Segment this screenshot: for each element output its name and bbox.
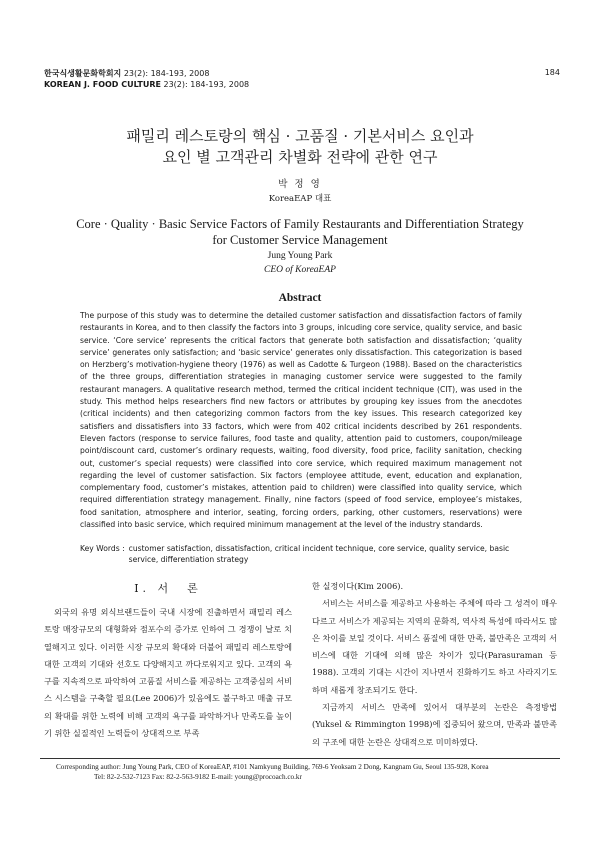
title-korean-line-2: 요인 별 고객관리 차별화 전략에 관한 연구 [162,148,438,166]
keywords-label: Key Words : [80,544,125,553]
footnote-line-1: Corresponding author: Jung Young Park, CEO of KoreaEAP, #101 Namkyung Building, 769-6 Yeoksam 2 Dong, Kangnam Gu, Seoul 135-928, Korea [56,763,489,771]
body-paragraph: 서비스는 서비스를 제공하고 사용하는 주체에 따라 그 성격이 매우 다르고 서비스가 제공되는 지역의 문화적, 역사적 특성에 따라서도 많은 차이를 보일 것이다. 서비스 품질에 대한 만족, 불만족은 고객의 서비스에 대한 기대에 의해 많은 차이가 있다(Parasuraman 등 1988). 고객의 기대는 시간이 지나면서 진화하기도 하고 사라지기도 하며 새롭게 창조되기도 한다. [312,598,557,695]
title-korean-line-1: 패밀리 레스토랑의 핵심 · 고품질 · 기본서비스 요인과 [126,127,474,145]
journal-header [44,68,249,90]
keywords [80,543,522,565]
footnote [56,762,536,783]
journal-ko-issue: 23(2): 184-193, 2008 [123,69,210,78]
body-column-left [44,580,292,742]
affiliation-english: CEO of KoreaEAP [264,265,336,275]
section-heading-introduction: Ⅰ. 서 론 [134,582,202,595]
author-korean: 박 정 영 [278,179,322,190]
body-paragraph: 한 실정이다(Kim 2006). [312,581,404,591]
title-korean [40,126,560,168]
title-english-line-1: Core · Quality · Basic Service Factors of Family Restaurants and Differentiation Strategy [76,217,524,231]
page-number: 184 [544,68,560,77]
title-english-line-2: for Customer Service Management [212,233,388,247]
body-column-right [312,578,557,751]
journal-en-issue: 23(2): 184-193, 2008 [163,80,250,89]
keywords-text: customer satisfaction, dissatisfaction, critical incident technique, core service, quality service, basic service, differentiation strategy [128,544,510,564]
affiliation-korean: KoreaEAP 대표 [268,194,332,204]
journal-en-line [44,79,249,90]
footnote-divider [40,758,560,759]
footnote-line-2: Tel: 82-2-532-7123 Fax: 82-2-563-9182 E-mail: young@procoach.co.kr [94,773,302,782]
journal-en-name: KOREAN J. FOOD CULTURE [44,80,161,89]
author-english: Jung Young Park [267,251,333,261]
body-paragraph: 외국의 유명 외식브랜드들이 국내 시장에 진출하면서 패밀리 레스토랑 매장규모의 대형화와 점포수의 증가로 인하여 그 경쟁이 날로 치열해지고 있다. 이러한 시장 규모의 확대와 더불어 패밀리 레스토랑에 대한 고객의 기대와 선호도 다양해지고 까다로워지고 있다. 고객의 욕구를 지속적으로 파악하여 고품질 서비스를 제공하는 고객중심의 서비스 시스템을 구축할 필요(Lee 2006)가 있음에도 불구하고 매출 규모의 확대를 위한 노력에 비해 고객의 욕구를 파악하거나 만족도를 높이기 위한 실질적인 노력들이 상대적으로 부족 [44,607,292,739]
journal-ko-name: 한국식생활문화학회지 [44,69,122,78]
title-english [40,216,560,248]
abstract-text: The purpose of this study was to determine the detailed customer satisfaction and dissatisfaction factors of family restaurants in Korea, and to then classify the factors into 3 groups, inlcuding core service, quality service, and basic service. ‘Core service’ represents the critical factors that generate both satisfaction and dissatisfaction; ‘quality service’ generates only satisfaction; and ‘basic service’ generates only dissatisfaction. This categorization is based on Herzberg’s motivation-hygiene theory (1976) as well as Cadotte & Turgeon (1988). Based on the characteristics of the three groups, differentiation strategies in managing customer service were suggested to the family restaurant managers. A qualitative research method, termed the critical incident technique (CIT), was used in the study. This method helps researchers find new factors or attributes by grouping key issues from the anecdotes (critical incidents) and then categorizing common factors from the key issues. This research categorized key satisfiers and dissatisfiers into 33 factors, which were from 402 critical incidents described by 261 respondents. Eleven factors (response to service failures, food taste and quality, attention paid to customers, coupon/mileage point/discount card, customer’s ordinary requests, waiting, food diversity, food price, facility sanitation, checking out, customer’s special requests) were classified into core service, which required maximum management not regarding the level of customer satisfaction. Six factors (employee attitude, event, education and explanation, complementary food, customer’s mistakes, attention paid to children) were classified into quality service, which required differentiation strategy management. Finally, nine factors (speed of food service, employee’s mistakes, food sanitation, atmosphere and interior, seating, forcing orders, parking, other customers, reservations) were classified into basic service, which required minimum management at the level of the industry standards. [80,311,522,530]
body-paragraph: 지금까지 서비스 만족에 있어서 대부분의 논란은 측정방법(Yuksel & Rimmington 1998)에 집중되어 왔으며, 만족과 불만족의 구조에 대한 논란은 상대적으로 미미하였다. [312,702,557,747]
journal-ko-line [44,68,249,79]
abstract-heading: Abstract [278,292,322,304]
